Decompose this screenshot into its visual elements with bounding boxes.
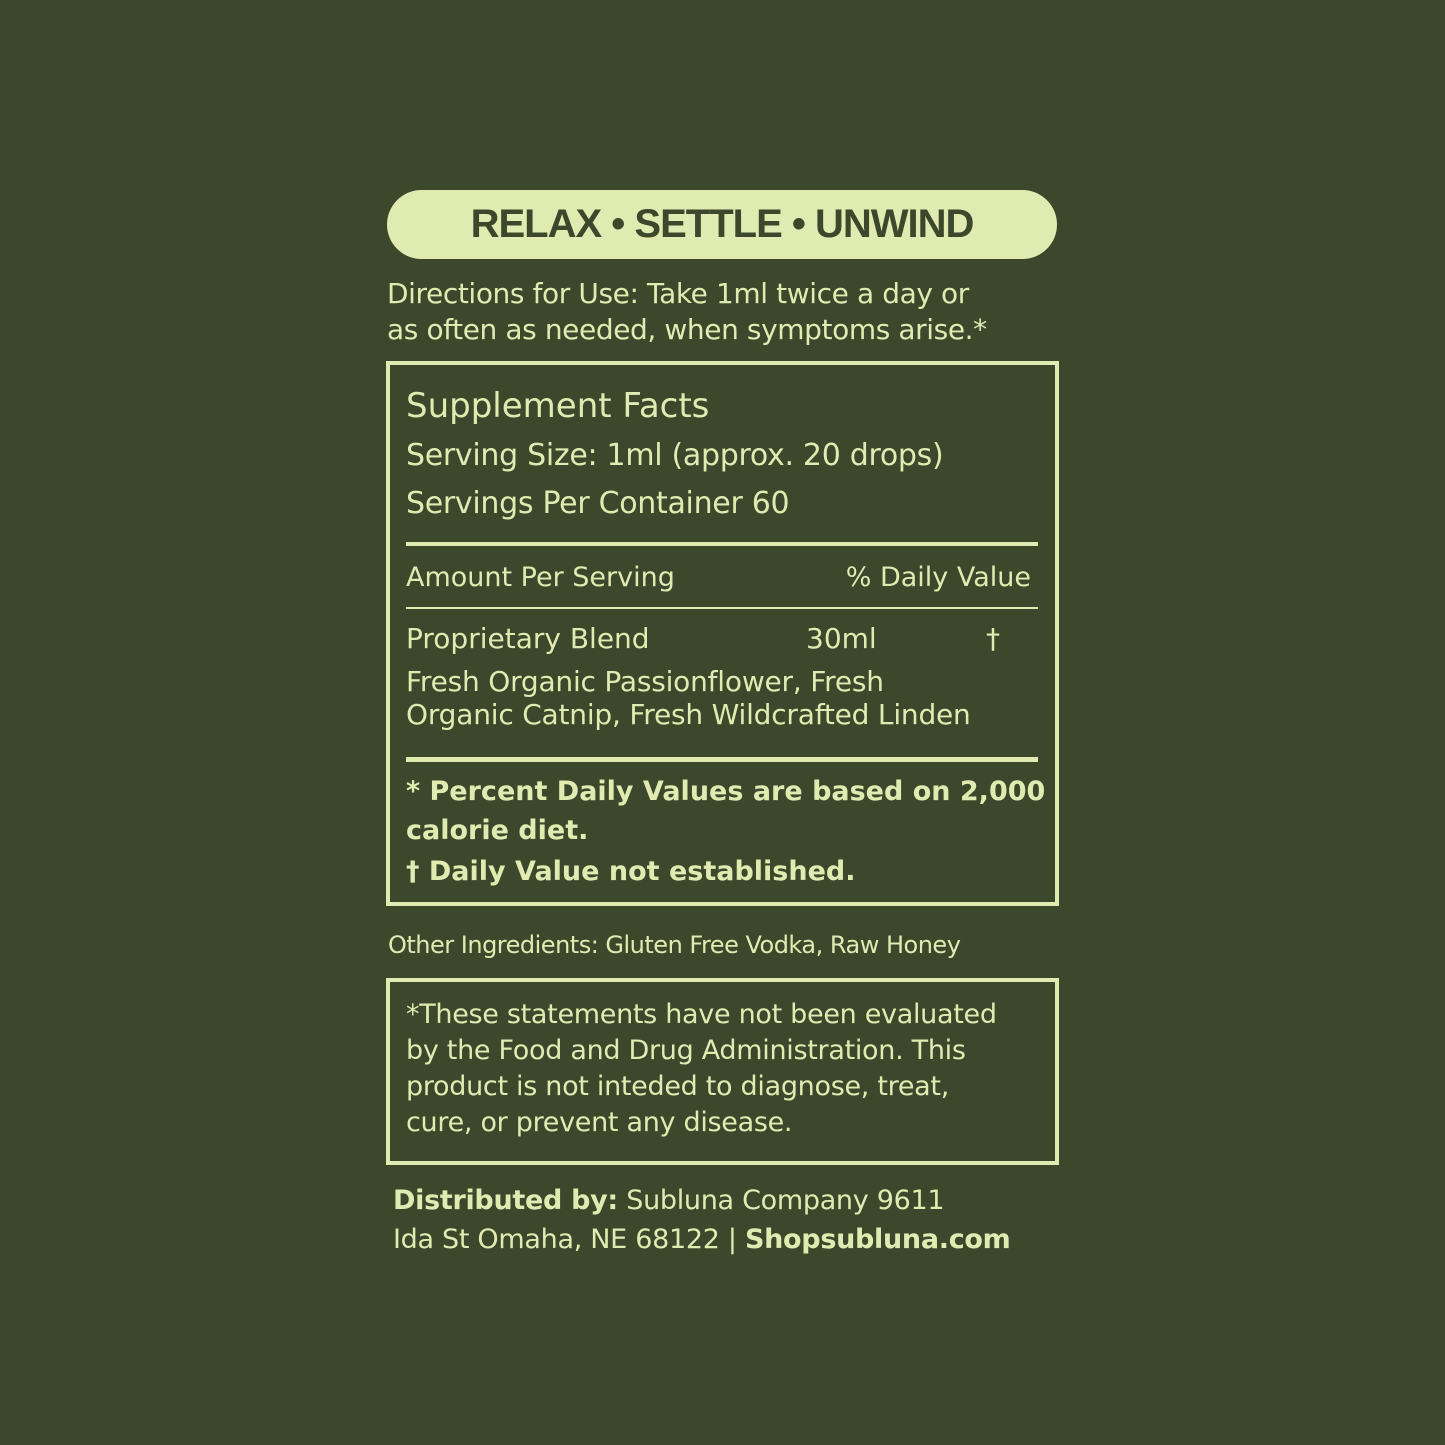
daily-value-header: % Daily Value [845,562,1031,593]
supplement-facts-title: Supplement Facts [406,386,710,426]
disclaimer-line-3: product is not inteded to diagnose, treat, [406,1071,949,1102]
directions-line-1: Directions for Use: Take 1ml twice a day or [387,277,969,310]
distributor-address-part-2: Ida St Omaha, NE 68122 | [393,1224,737,1255]
proprietary-blend-name: Proprietary Blend [406,622,650,655]
other-ingredients: Other Ingredients: Gluten Free Vodka, Raw Honey [388,931,961,959]
directions-line-2: as often as needed, when symptoms arise.* [387,313,987,346]
distributor-line-2 [393,1220,1053,1259]
disclaimer-line-1: *These statements have not been evaluated [406,999,997,1030]
servings-per-container: Servings Per Container 60 [406,486,790,521]
amount-per-serving-header: Amount Per Serving [406,562,675,593]
disclaimer-line-2: by the Food and Drug Administration. This [406,1035,966,1066]
proprietary-blend-amount: 30ml [806,622,877,655]
distributor-address-part-1: Subluna Company 9611 [626,1185,945,1216]
blend-ingredients-line-1: Fresh Organic Passionflower, Fresh [406,665,884,698]
disclaimer-line-4: cure, or prevent any disease. [406,1107,793,1138]
distributor-info [393,1181,1053,1259]
tagline-pill [387,190,1057,259]
proprietary-blend-daily-value: † [986,622,1000,655]
facts-divider-bottom [406,757,1038,762]
proprietary-blend-ingredients [406,665,1046,731]
percent-daily-value-footnote: * Percent Daily Values are based on 2,000 calorie diet. [406,776,1046,846]
facts-divider-thick [406,542,1038,546]
distributor-line-1 [393,1181,1053,1220]
blend-ingredients-line-2: Organic Catnip, Fresh Wildcrafted Linden [406,698,971,731]
tagline-text: RELAX • SETTLE • UNWIND [470,202,974,246]
serving-size: Serving Size: 1ml (approx. 20 drops) [406,438,944,473]
fda-disclaimer-text [406,997,1052,1141]
directions-for-use [387,276,1067,348]
facts-divider-thin [406,607,1038,609]
distributor-website: Shopsubluna.com [744,1224,1011,1255]
dagger-footnote: † Daily Value not established. [406,856,856,887]
distributor-label: Distributed by: [393,1185,618,1216]
